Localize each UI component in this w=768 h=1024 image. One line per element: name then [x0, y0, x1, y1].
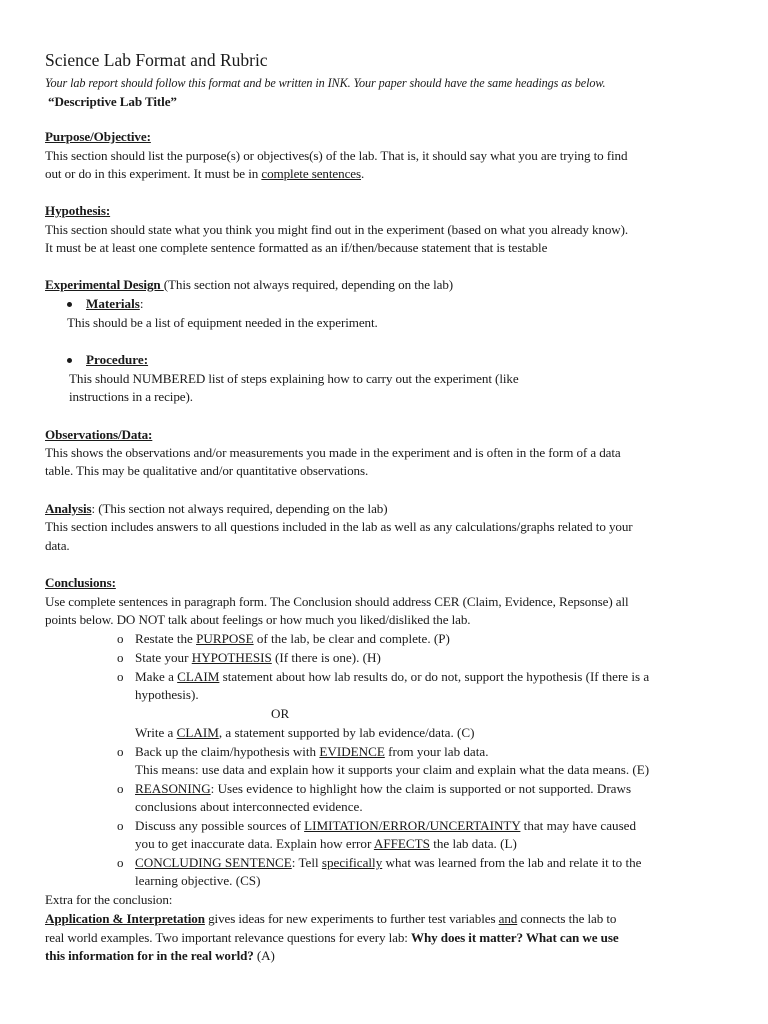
materials-text: This should be a list of equipment needed in the experiment. — [67, 315, 378, 330]
materials-label: Materials — [86, 296, 140, 311]
text-run: statement about how lab results do, or do not, support the hypothesis (If there is a — [219, 669, 650, 684]
list-bullet: o — [117, 631, 124, 646]
text-run: connects the lab to — [517, 911, 617, 926]
text-run: : Uses evidence to highlight how the claim is supported or not supported. Draws — [210, 781, 632, 796]
conclusion-item-claim — [135, 668, 649, 686]
underlined-text: CONCLUDING SENTENCE — [135, 855, 292, 870]
conclusions-line-1: Use complete sentences in paragraph form. The Conclusion should address CER (Claim, Evidence, Repsonse) all — [45, 594, 629, 609]
procedure-line-1: This should NUMBERED list of steps explaining how to carry out the experiment (like — [69, 371, 519, 386]
application-line-2 — [45, 929, 619, 947]
application-line-1 — [45, 910, 616, 928]
bullet-icon — [67, 358, 72, 363]
bullet-icon — [67, 302, 72, 307]
list-bullet: o — [117, 818, 124, 833]
text-run: out or do in this experiment. It must be in — [45, 166, 262, 181]
design-note: (This section not always required, depending on the lab) — [163, 277, 454, 292]
underlined-text: AFFECTS — [373, 836, 430, 851]
conclusions-heading: Conclusions: — [45, 575, 116, 590]
conclusion-item-concluding-line-2: learning objective. (CS) — [135, 873, 261, 888]
bold-question: Why does it matter? What can we use — [410, 930, 619, 945]
list-bullet: o — [117, 650, 124, 665]
list-bullet: o — [117, 781, 124, 796]
text-run: gives ideas for new experiments to further test variables — [204, 911, 499, 926]
application-line-3 — [45, 947, 275, 965]
purpose-heading: Purpose/Objective: — [45, 129, 151, 144]
underlined-text: and — [498, 911, 518, 926]
underlined-text: PURPOSE — [196, 631, 254, 646]
conclusion-item-reasoning — [135, 780, 631, 798]
experimental-design-heading-line — [45, 276, 453, 294]
lab-title-label: “Descriptive Lab Title” — [48, 94, 177, 109]
text-run: you to get inaccurate data. Explain how error — [135, 836, 374, 851]
conclusion-item-claim-line-2: hypothesis). — [135, 687, 199, 702]
conclusion-item-hypothesis — [135, 649, 381, 667]
procedure-line-2: instructions in a recipe). — [69, 389, 193, 404]
list-bullet: o — [117, 669, 124, 684]
analysis-line-1: This section includes answers to all questions included in the lab as well as any calculations/graphs related to your — [45, 519, 633, 534]
list-bullet: o — [117, 744, 124, 759]
application-heading: Application & Interpretation — [45, 911, 205, 926]
conclusion-item-limitation — [135, 817, 636, 835]
text-run: what was learned from the lab and relate it to the — [382, 855, 642, 870]
text-run: Restate the — [135, 631, 197, 646]
conclusions-line-2: points below. DO NOT talk about feelings or how much you liked/disliked the lab. — [45, 612, 471, 627]
text-run: . — [361, 166, 365, 181]
conclusion-item-purpose — [135, 630, 450, 648]
text-run: of the lab, be clear and complete. (P) — [253, 631, 450, 646]
document-subtitle: Your lab report should follow this format and be written in INK. Your paper should have the same headings as below. — [45, 76, 606, 90]
conclusion-item-evidence — [135, 743, 488, 761]
procedure-label: Procedure: — [86, 352, 149, 367]
text-run: that may have caused — [520, 818, 637, 833]
text-run: : Tell — [291, 855, 322, 870]
underlined-text: CLAIM — [177, 669, 220, 684]
text-run: Discuss any possible sources of — [135, 818, 305, 833]
or-label: OR — [271, 706, 290, 721]
text-run: (If there is one). (H) — [271, 650, 381, 665]
text-run: State your — [135, 650, 192, 665]
experimental-design-heading: Experimental Design — [45, 277, 164, 292]
extra-intro: Extra for the conclusion: — [45, 892, 173, 907]
text-run: , a statement supported by lab evidence/data. (C) — [218, 725, 475, 740]
text-run: : — [139, 296, 144, 311]
hypothesis-heading: Hypothesis: — [45, 203, 111, 218]
materials-bullet — [67, 295, 143, 313]
underlined-text: EVIDENCE — [319, 744, 385, 759]
conclusion-item-evidence-line-2: This means: use data and explain how it supports your claim and explain what the data means. (E) — [135, 762, 650, 777]
conclusion-item-claim-alt — [135, 724, 474, 742]
text-run: (A) — [253, 948, 275, 963]
analysis-heading-line — [45, 500, 388, 518]
hypothesis-line-2: It must be at least one complete sentence formatted as an if/then/because statement that is testable — [45, 240, 548, 255]
hypothesis-line-1: This section should state what you think you might find out in the experiment (based on what you already know). — [45, 222, 629, 237]
underlined-text: specifically — [321, 855, 383, 870]
observations-heading: Observations/Data: — [45, 427, 153, 442]
procedure-bullet — [67, 351, 148, 369]
underlined-text: REASONING — [135, 781, 211, 796]
underlined-text: complete sentences — [261, 166, 361, 181]
text-run: real world examples. Two important relevance questions for every lab: — [45, 930, 411, 945]
analysis-note: : (This section not always required, depending on the lab) — [91, 501, 388, 516]
text-run: Write a — [135, 725, 177, 740]
text-run: from your lab data. — [384, 744, 489, 759]
conclusion-item-reasoning-line-2: conclusions about interconnected evidence. — [135, 799, 363, 814]
underlined-text: CLAIM — [176, 725, 219, 740]
text-run: the lab data. (L) — [429, 836, 517, 851]
analysis-line-2: data. — [45, 538, 70, 553]
text-run: Make a — [135, 669, 178, 684]
bold-question: this information for in the real world? — [45, 948, 254, 963]
conclusion-item-limitation-line-2 — [135, 835, 517, 853]
analysis-heading: Analysis — [45, 501, 92, 516]
observations-line-2: table. This may be qualitative and/or quantitative observations. — [45, 463, 369, 478]
text-run: Back up the claim/hypothesis with — [135, 744, 320, 759]
underlined-text: LIMITATION/ERROR/UNCERTAINTY — [304, 818, 521, 833]
purpose-line-1: This section should list the purpose(s) or objectives(s) of the lab. That is, it should say what you are trying to find — [45, 148, 628, 163]
purpose-line-2 — [45, 165, 364, 183]
underlined-text: HYPOTHESIS — [191, 650, 272, 665]
list-bullet: o — [117, 855, 124, 870]
document-title: Science Lab Format and Rubric — [45, 50, 268, 70]
observations-line-1: This shows the observations and/or measurements you made in the experiment and is often in the form of a data — [45, 445, 621, 460]
conclusion-item-concluding-sentence — [135, 854, 641, 872]
